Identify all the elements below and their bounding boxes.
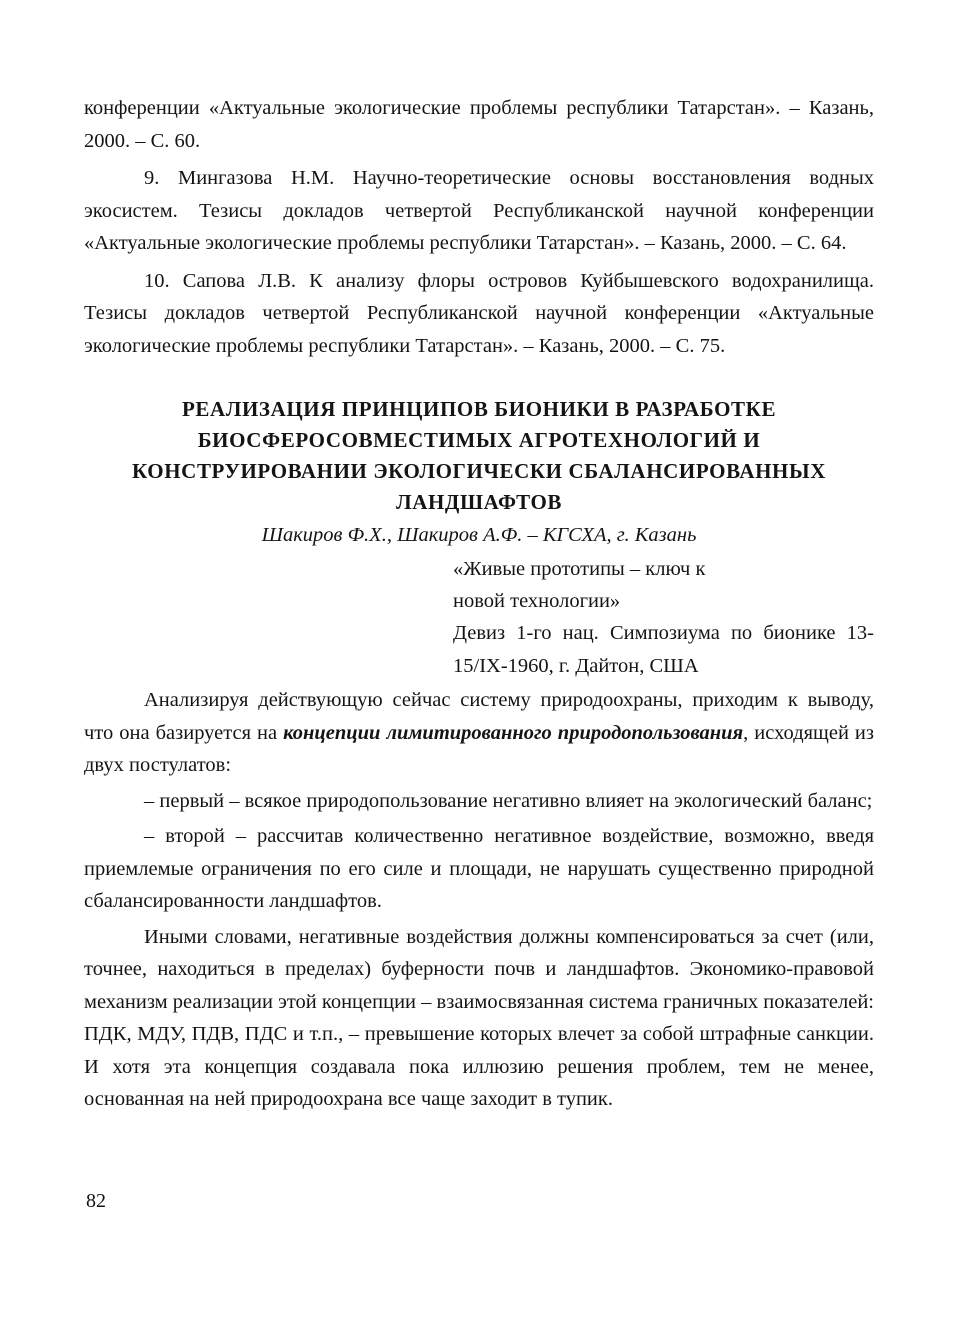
paragraph-1-before: Анализируя действующую сейчас систему природоохраны, приходим к выводу, что она базируется на	[84, 689, 874, 744]
paragraph-1	[84, 684, 874, 782]
references-list	[84, 92, 874, 362]
epigraph-quote-line-1: «Живые прототипы – ключ к	[453, 558, 706, 580]
article-body	[84, 684, 874, 1116]
epigraph	[453, 553, 874, 682]
reference-10: 10. Сапова Л.В. К анализу флоры островов Куйбышевского водохранилища. Тезисы докладов четвертой Республиканской научной конференции «Актуальные экологические проблемы республики Татарстан». – Казань, 2000. – С. 75.	[84, 269, 874, 357]
title-line: КОНСТРУИРОВАНИИ ЭКОЛОГИЧЕСКИ СБАЛАНСИРОВАННЫХ	[132, 459, 826, 483]
title-line: РЕАЛИЗАЦИЯ ПРИНЦИПОВ БИОНИКИ В РАЗРАБОТКЕ	[181, 397, 777, 421]
epigraph-quote-line-2: новой технологии»	[453, 590, 621, 612]
article-title	[84, 394, 874, 518]
postulate-1: – первый – всякое природопользование негативно влияет на экологический баланс;	[144, 789, 873, 812]
reference-9: 9. Мингазова Н.М. Научно-теоретические основы восстановления водных экосистем. Тезисы докладов четвертой Республиканской научной конференции «Актуальные экологические проблемы республики Татарстан». – Казань, 2000. – С. 64.	[84, 167, 874, 254]
paragraph-1-after: , исходящей из двух постулатов:	[84, 721, 874, 776]
postulate-2: – второй – рассчитав количественно негативное воздействие, возможно, введя приемлемые ограничения по его силе и площади, не нарушать существенно природной сбалансированности ландшафтов.	[84, 825, 874, 912]
reference-8-tail: конференции «Актуальные экологические проблемы республики Татарстан». – Казань, 2000. – С. 60.	[84, 97, 874, 152]
article-authors: Шакиров Ф.Х., Шакиров А.Ф. – КГСХА, г. Казань	[261, 524, 697, 546]
title-line: БИОСФЕРОСОВМЕСТИМЫХ АГРОТЕХНОЛОГИЙ И	[197, 428, 761, 452]
page-content	[84, 92, 874, 1119]
paragraph-2: Иными словами, негативные воздействия должны компенсироваться за счет (или, точнее, находиться в пределах) буферности почв и ландшафтов. Экономико-правовой механизм реализации этой концепции – взаимосвязанная система граничных показателей: ПДК, МДУ, ПДВ, ПДС и т.п., – превышение которых влечет за собой штрафные санкции. И хотя эта концепция создавала пока иллюзию решения проблем, тем не менее, основанная на ней природоохрана все чаще заходит в тупик.	[84, 925, 874, 1110]
page-number: 82	[86, 1190, 106, 1212]
title-line: ЛАНДШАФТОВ	[395, 490, 563, 514]
epigraph-source: Девиз 1-го нац. Симпозиума по бионике 13-15/IX-1960, г. Дайтон, США	[453, 622, 874, 677]
paragraph-1-emphasis: концепции лимитированного природопользования	[283, 721, 744, 744]
